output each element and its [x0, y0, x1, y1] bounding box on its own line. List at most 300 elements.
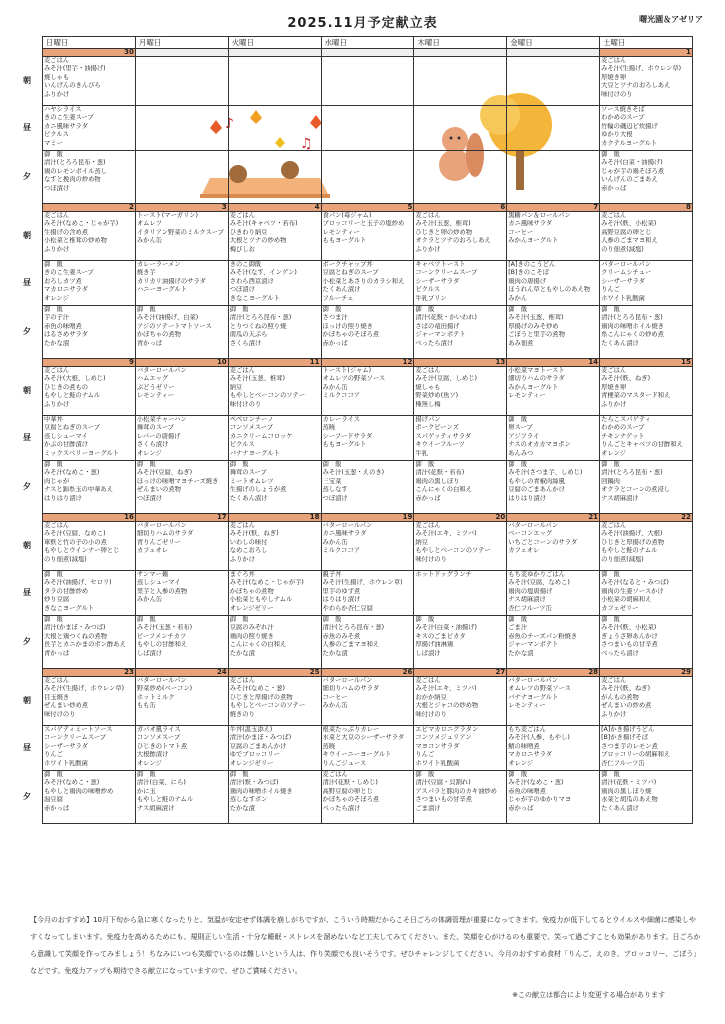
breakfast-cell	[507, 522, 600, 571]
menu-item: ほうれん草ともやしのあえ物	[508, 286, 591, 294]
menu-item: 清汁(とろろ昆布・葱)	[229, 314, 292, 322]
menu-item: 小松菜ともやしナムル	[229, 596, 293, 604]
menu-item: みそ汁(人参、もやし)	[508, 734, 570, 742]
menu-item: ゆでブロッコリー	[229, 751, 280, 759]
menu-item: ペペロンチーノ	[229, 416, 274, 423]
menu-item: マカロニサラダ	[44, 286, 89, 294]
menu-item: 御 飯	[415, 306, 435, 313]
menu-item: ミックスベリーヨーグルト	[44, 449, 120, 457]
dinner-cell	[43, 151, 136, 204]
breakfast-cell	[228, 57, 321, 106]
menu-item: [A]きのこうどん	[508, 261, 556, 268]
menu-item: シーザーサラダ	[44, 742, 89, 750]
menu-item: もも缶	[136, 702, 156, 710]
menu-item: ポークビーンズ	[415, 424, 459, 432]
breakfast-cell	[507, 212, 600, 261]
menu-item: ぶどうゼリー	[136, 383, 175, 391]
menu-item: ナスと錦糸玉の中華あえ	[44, 486, 114, 494]
menu-item: カニクリームコロッケ	[229, 432, 293, 440]
day-header: 木曜日	[414, 37, 507, 49]
menu-item: オレンジ	[508, 759, 534, 767]
menu-item: 鶏肉の照り焼き	[229, 632, 274, 640]
menu-item: 赤かっぱ	[415, 494, 441, 502]
menu-item: バナナヨーグルト	[508, 693, 559, 701]
lunch-cell	[600, 726, 693, 771]
menu-item: 回鍋肉	[601, 477, 620, 485]
breakfast-cell	[600, 57, 693, 106]
menu-item: 清汁(花麩・ミツバ)	[601, 779, 657, 787]
menu-item: 鯖の味噌煮	[508, 742, 540, 750]
menu-item: かぼちゃのそぼろ煮	[322, 796, 380, 804]
menu-item: 御 飯	[44, 771, 63, 778]
menu-item: 人参のごまマヨ和え	[322, 641, 380, 649]
menu-item: ホワイト乳酸菌	[44, 759, 88, 767]
lunch-cell	[321, 571, 414, 616]
menu-item	[415, 596, 505, 604]
menu-item: マカロニサラダ	[508, 751, 553, 759]
lunch-cell	[135, 726, 228, 771]
breakfast-cell	[135, 677, 228, 726]
lunch-cell	[135, 416, 228, 461]
menu-item: ミルクココア	[322, 392, 361, 400]
menu-item: みそ汁(なめこ・葱)	[44, 469, 100, 477]
menu-item: 小松菜と椎茸の炒め物	[44, 237, 107, 245]
menu-item: 焼き芋	[136, 269, 156, 277]
date-number: 11	[228, 359, 321, 367]
menu-item: 御 飯	[229, 616, 249, 623]
date-number: 1	[600, 49, 693, 57]
monthly-note: 【今月のおすすめ】10月下旬から急に寒くなったりと、気温が安定せず体調を崩しがちですが、こういう時期だからこそ日ごろの体調管理が重要になってきます。免疫力が低下してるとウイルスや細菌に感染しやすくなってしまいます。免疫力を高めるためにも、規則正しい生活・十分な睡眠・ストレスを溜めないなど工夫してみてください。また、笑顔を心がけるのも重要で、笑って過ごすことも効果があります。日ごろから意識して笑顔を作ってみましょう！ちなみにいつも笑顔でいるのは難しいという人は、作り笑顔でも良いそうです。ぜひチャレンジしてください。今月のおすすめ食材「りんご、えのき、ブロッコリー、ごぼう」などです。免疫力アップも期待できる献立になっていますので、ぜひご賞味ください。	[30, 916, 701, 975]
menu-item: みそ汁(白菜・油揚げ)	[415, 624, 477, 632]
date-number: 19	[321, 514, 414, 522]
menu-item: ゆかり大根	[601, 131, 633, 139]
page-title: 2025.11月予定献立表	[287, 16, 438, 31]
menu-item: イタリアン野菜のミルクスープ	[136, 228, 224, 236]
menu-item: ひきわり納豆	[229, 228, 268, 236]
menu-item: オクラとツナのおろしあえ	[415, 237, 491, 245]
menu-item: きのこ御飯	[229, 261, 262, 268]
menu-item: ナス胡麻漬け	[136, 804, 175, 812]
breakfast-cell	[507, 57, 600, 106]
menu-item: 御 飯	[508, 616, 528, 623]
menu-item: カクテルヨーグルト	[601, 139, 658, 147]
menu-item: ほっけの照り焼き	[322, 322, 373, 330]
menu-item: 清汁(とろろ昆布・葱)	[601, 469, 663, 477]
menu-item: さつま汁	[322, 314, 348, 322]
menu-item: 味付けのり	[601, 90, 633, 98]
menu-item: りんごジュース	[322, 759, 367, 767]
menu-item: 御 飯	[601, 571, 620, 578]
date-number: 29	[600, 669, 693, 677]
breakfast-cell	[321, 57, 414, 106]
menu-item: みそ汁(里芋・油揚げ)	[44, 65, 106, 73]
menu-item: みそ汁(麩、小松菜)	[601, 220, 657, 228]
menu-item: かぼちゃの煮物	[229, 587, 274, 595]
breakfast-cell	[228, 212, 321, 261]
menu-item: 麦ごはん	[229, 367, 255, 374]
lunch-cell	[43, 416, 136, 461]
menu-item: たくあん漬け	[601, 339, 639, 347]
menu-item: まぐろ丼	[229, 571, 255, 578]
menu-item: 赤魚の味噌煮	[44, 322, 82, 330]
lunch-cell	[414, 261, 507, 306]
menu-item: ハヤシライス	[44, 106, 82, 113]
menu-item: 鶏肉の黒しぼり焼	[601, 787, 652, 795]
menu-item: 御 飯	[508, 416, 528, 423]
menu-item: 黒糖パン＆ロールパン	[508, 212, 571, 219]
menu-item: みそ汁(油揚げ、大根)	[601, 530, 663, 538]
change-notice: ※この献立は都合により変更する場合があります	[512, 991, 665, 999]
lunch-cell	[414, 726, 507, 771]
menu-item: さばの竜田揚げ	[415, 322, 460, 330]
menu-item: カフェゼリー	[601, 604, 639, 612]
menu-item: 麦ごはん	[415, 367, 441, 374]
menu-item: かぼちゃのそぼろ煮	[322, 331, 380, 339]
lunch-cell	[507, 416, 600, 461]
date-number: 22	[600, 514, 693, 522]
menu-item: キウイーニーヨーグルト	[322, 751, 392, 759]
breakfast-cell	[414, 522, 507, 571]
menu-item: 納豆	[415, 538, 428, 546]
date-number	[507, 49, 600, 57]
menu-item: 舞茸のスープ	[136, 424, 174, 432]
menu-item: みそ汁(なめこ・葱)	[508, 779, 564, 787]
lunch-cell	[135, 261, 228, 306]
date-number: 16	[43, 514, 136, 522]
menu-item: 青かっぱ	[136, 339, 163, 347]
meal-label: 朝	[23, 76, 31, 85]
menu-item: 赤かっぱ	[508, 804, 534, 812]
breakfast-cell	[321, 522, 414, 571]
meal-label: 朝	[23, 541, 31, 550]
lunch-cell	[321, 416, 414, 461]
menu-item: カレーライス	[322, 416, 361, 423]
menu-item: 麦ごはん	[415, 677, 441, 684]
menu-item: 焼しゃも	[415, 383, 441, 391]
menu-item: みそ汁(麩、ねぎ)	[601, 685, 651, 693]
meal-label: 朝	[23, 386, 31, 395]
menu-item: みかん缶	[322, 383, 348, 391]
menu-item: 野菜炒め(ベーコン)	[136, 685, 193, 693]
breakfast-cell	[43, 57, 136, 106]
menu-item: さつまいもの甘辛煮	[415, 796, 473, 804]
menu-item: 御 飯	[601, 616, 620, 623]
date-number: 25	[228, 669, 321, 677]
menu-item: 御 飯	[415, 616, 435, 623]
breakfast-cell	[507, 677, 600, 726]
menu-item: つぼ漬け	[229, 286, 255, 294]
breakfast-cell	[228, 677, 321, 726]
dinner-cell	[228, 616, 321, 669]
breakfast-cell	[321, 677, 414, 726]
menu-item: みそ汁(なす、インゲン)	[229, 269, 297, 277]
menu-item: 麦ごはん	[44, 522, 70, 529]
menu-item: 清汁(とろろ昆布・葱)	[44, 159, 106, 167]
menu-item: ホワイト乳酸菌	[415, 759, 460, 767]
menu-item: もやしと鮭のナムル	[136, 796, 194, 804]
menu-item: ふりかけ	[44, 400, 70, 408]
menu-item: 御 飯	[508, 771, 528, 778]
menu-item: ナスのオカカマヨポン	[508, 441, 571, 449]
menu-item: 御 飯	[601, 771, 620, 778]
menu-item: みそ汁(豆腐、しめじ)	[415, 375, 477, 383]
menu-item: ミートオムレツ	[229, 477, 274, 485]
menu-item: 水菜と大豆のシーザーサラダ	[322, 734, 405, 742]
menu-item: 杏仁フルーツ缶	[508, 604, 552, 612]
menu-item: ひじきと卵の炒め物	[415, 228, 473, 236]
menu-item: カレーラーメン	[136, 261, 181, 268]
facility-name: 曙光園＆アゼリア	[639, 15, 703, 24]
lunch-cell	[507, 106, 600, 151]
menu-item: ももヨーグルト	[322, 441, 367, 449]
dinner-cell	[414, 616, 507, 669]
breakfast-cell	[414, 677, 507, 726]
date-number: 30	[43, 49, 136, 57]
lunch-cell	[43, 261, 136, 306]
menu-item: みそ汁(麩、小松菜)	[601, 624, 657, 632]
menu-item: りんご	[44, 751, 63, 759]
dinner-cell	[135, 461, 228, 514]
menu-item: もやしとウインナー卵とじ	[44, 547, 120, 555]
menu-item: 焼きのり	[229, 710, 255, 718]
menu-item: 芋の子汁	[44, 314, 70, 322]
menu-item: ごぼうと里芋の煮物	[508, 331, 565, 339]
menu-item: きなこヨーグルト	[229, 294, 280, 302]
menu-item: 麦ごはん	[322, 771, 348, 778]
lunch-cell	[228, 106, 321, 151]
menu-item: ミルクココア	[322, 547, 361, 555]
menu-item: コーヒー	[322, 693, 348, 701]
menu-item: キャベツトースト	[415, 261, 466, 268]
menu-item: マヨコンサラダ	[415, 742, 460, 750]
menu-item: ベーコンエッグ	[508, 530, 553, 538]
breakfast-cell	[228, 522, 321, 571]
menu-item: 味付けのり	[44, 710, 76, 718]
menu-item: しば漬け	[136, 649, 163, 657]
menu-item: 親子丼	[322, 571, 342, 578]
menu-item: りんご	[415, 751, 435, 759]
menu-item: りんごとキャベツの甘酢和え	[601, 441, 683, 449]
day-header: 火曜日	[228, 37, 321, 49]
menu-item: のり佃煮(減塩)	[601, 245, 644, 253]
menu-item: みそ汁(なめこ・じゃが芋)	[44, 220, 119, 228]
menu-item: 牛乳プリン	[415, 294, 447, 302]
menu-item: シーザーサラダ	[601, 277, 646, 285]
menu-item: 御 飯	[229, 306, 249, 313]
dinner-cell	[43, 616, 136, 669]
menu-item: みそ汁(なめこ・葱)	[229, 685, 285, 693]
breakfast-cell	[228, 367, 321, 416]
menu-item	[415, 579, 505, 587]
menu-item: 清汁(花麩・かいわれ)	[415, 314, 477, 322]
menu-item: みかんヨーグルト	[508, 237, 559, 245]
menu-item: 鶏肉の味噌ホイル焼き	[229, 787, 293, 795]
menu-item: バナナヨーグルト	[229, 449, 280, 457]
dinner-cell	[43, 461, 136, 514]
breakfast-cell	[414, 212, 507, 261]
menu-item: 麦ごはん	[44, 367, 70, 374]
menu-item: みそ汁(エキ、ミツバ)	[415, 685, 477, 693]
menu-item: のり佃煮(減塩)	[44, 555, 87, 563]
menu-item: キスのごまピカタ	[415, 632, 466, 640]
menu-item: 水菜と胡瓜のあえ物	[601, 796, 658, 804]
menu-item: アスパラと豚肉のカキ油炒め	[415, 787, 497, 795]
meal-label: 夕	[23, 482, 31, 491]
dinner-cell	[507, 461, 600, 514]
menu-item: 麦ごはん	[601, 522, 627, 529]
lunch-cell	[228, 571, 321, 616]
date-number: 20	[414, 514, 507, 522]
menu-item: もやしの青椒肉絲風	[508, 477, 565, 485]
menu-item: 清汁(豆腐・貝割れ)	[415, 779, 471, 787]
menu-item: 赤かっぱ	[44, 804, 70, 812]
meal-label: 夕	[23, 172, 31, 181]
menu-table	[42, 36, 693, 824]
menu-item: かぶの甘酢漬け	[44, 441, 89, 449]
menu-item: 里芋と人参の煮物	[136, 587, 188, 595]
menu-item: ブロッコリーの胡麻和え	[601, 751, 671, 759]
menu-item: バターロールパン	[508, 522, 559, 529]
lunch-cell	[321, 726, 414, 771]
menu-item: ふりかけ	[44, 90, 70, 98]
menu-item: はりはり漬け	[322, 596, 361, 604]
date-number: 6	[414, 204, 507, 212]
menu-item: 清汁(とろろ昆布・葱)	[601, 314, 663, 322]
menu-item: カフェオレ	[136, 547, 169, 555]
meal-label: 昼	[23, 123, 31, 132]
menu-item: みそ汁(玉葱・えのき)	[322, 469, 385, 477]
breakfast-cell	[600, 677, 693, 726]
menu-item: コンソメジュリアン	[415, 734, 472, 742]
menu-item: たかな漬	[508, 649, 534, 657]
date-number	[321, 49, 414, 57]
dinner-cell	[228, 306, 321, 359]
menu-item: 赤魚のみそ煮	[322, 632, 361, 640]
menu-item: 豆腐のごまあんかけ	[508, 486, 565, 494]
menu-item: みかん缶	[136, 596, 163, 604]
menu-item: 南瓜の天ぷら	[229, 331, 268, 339]
menu-item: いわしの味付	[229, 538, 268, 546]
menu-item: 焼しゃも	[44, 73, 70, 81]
menu-item: こんにゃくの白和え	[229, 641, 287, 649]
dinner-cell	[414, 461, 507, 514]
menu-item: ソース焼きそば	[601, 106, 645, 113]
menu-item: 麦ごはん	[229, 522, 255, 529]
menu-item: チキンナゲット	[601, 432, 645, 440]
menu-item: ビーフメンチカツ	[136, 632, 187, 640]
menu-item: 麦ごはん	[601, 212, 627, 219]
menu-item: 細切りハムのサラダ	[508, 375, 565, 383]
breakfast-cell	[600, 212, 693, 261]
menu-item: たくあん漬け	[229, 494, 268, 502]
menu-item: こんにゃくの白和え	[415, 486, 472, 494]
menu-item: オムレツの野菜ソース	[322, 375, 386, 383]
menu-item: ホットドッグランチ	[415, 571, 472, 578]
breakfast-cell	[43, 212, 136, 261]
menu-item: オレンジ	[601, 449, 626, 457]
menu-item: もやしとベーコンのソテー	[415, 547, 491, 555]
menu-item: クリームシチュー	[601, 269, 652, 277]
menu-item: じゃが芋の鶏そぼろ煮	[601, 167, 665, 175]
svg-text:♪: ♪	[225, 116, 234, 132]
menu-item: レモンティー	[508, 392, 546, 400]
breakfast-cell	[43, 522, 136, 571]
dinner-cell	[600, 306, 693, 359]
menu-item: 清汁(麩・みつば)	[229, 779, 279, 787]
menu-item: 麦ごはん	[415, 522, 441, 529]
menu-item: みそ汁(豆腐、なめこ)	[44, 530, 106, 538]
date-number: 14	[507, 359, 600, 367]
meal-label: 夕	[23, 327, 31, 336]
day-header: 月曜日	[135, 37, 228, 49]
menu-item: さくら漬け	[136, 441, 169, 449]
menu-item: 生揚げのしょうが煮	[229, 486, 287, 494]
menu-item: みそ汁(豆腐、なめこ)	[508, 579, 570, 587]
menu-item: おろしカツ煮	[44, 277, 82, 285]
menu-item: 厚揚げのみそ炒め	[508, 322, 559, 330]
menu-item: みかん缶	[322, 702, 348, 710]
menu-item: ジャーマンポテト	[415, 331, 466, 339]
breakfast-cell	[43, 677, 136, 726]
menu-item: 麦ごはん	[229, 212, 255, 219]
menu-item: 御 飯	[322, 616, 342, 623]
menu-item: 清汁(かまぼ・みつば)	[229, 734, 292, 742]
menu-item: 長芋とカニかまのポン酢あえ	[44, 641, 126, 649]
menu-item: ポークチャップ丼	[322, 261, 373, 268]
lunch-cell	[228, 416, 321, 461]
menu-item: みかんヨーグルト	[508, 383, 559, 391]
menu-item: 梅びしお	[229, 245, 255, 253]
dinner-cell	[43, 306, 136, 359]
menu-item: べったら漬け	[415, 339, 454, 347]
menu-item: しば漬け	[415, 649, 441, 657]
menu-item: 細切りハムのサラダ	[322, 685, 380, 693]
menu-item: 御 飯	[508, 306, 528, 313]
menu-item: 三宝菜	[322, 477, 342, 485]
menu-item: おかか納豆	[415, 693, 447, 701]
menu-item: スパゲッティサラダ	[415, 432, 472, 440]
date-number: 27	[414, 669, 507, 677]
menu-item: トースト(マーガリン)	[136, 212, 198, 219]
menu-item: 鶏のレモンポイル蒸し	[44, 167, 107, 175]
menu-item: 大根酢漬け	[136, 751, 169, 759]
menu-item: バターロールパン	[322, 522, 373, 529]
menu-item: 大根と鶏つくねの煮物	[44, 632, 107, 640]
menu-item: もやしと鮭のナムル	[44, 392, 101, 400]
meal-label: 昼	[23, 588, 31, 597]
menu-item: 湯豆腐	[44, 796, 63, 804]
menu-item: たかな漬	[322, 649, 348, 657]
menu-item: 大豆とツナのおろしあえ	[601, 82, 671, 90]
menu-item: 竹輪の磯辺ピ炊揚げ	[601, 122, 658, 130]
menu-item: 赤かっぱ	[601, 184, 627, 192]
menu-item: みそ汁(なめこ・葱)	[44, 779, 100, 787]
date-number: 17	[135, 514, 228, 522]
menu-item: つぼ漬け	[44, 184, 70, 192]
menu-item: 赤魚の味噌煮	[508, 787, 546, 795]
menu-item: みそ汁(さつま芋、しめじ)	[508, 469, 583, 477]
menu-item: 御 飯	[136, 306, 156, 313]
menu-item: なめこおろし	[229, 547, 268, 555]
menu-item: いんげんのきんぴら	[44, 82, 101, 90]
menu-item: 鶏肉の唐揚げ	[508, 277, 546, 285]
menu-item: ぜんまい炒め煮	[44, 702, 89, 710]
meal-label: 昼	[23, 433, 31, 442]
breakfast-cell	[321, 367, 414, 416]
menu-item: ももヨーグルト	[322, 237, 367, 245]
menu-item: あんみつ	[508, 449, 534, 457]
menu-item: シーフードサラダ	[322, 432, 373, 440]
